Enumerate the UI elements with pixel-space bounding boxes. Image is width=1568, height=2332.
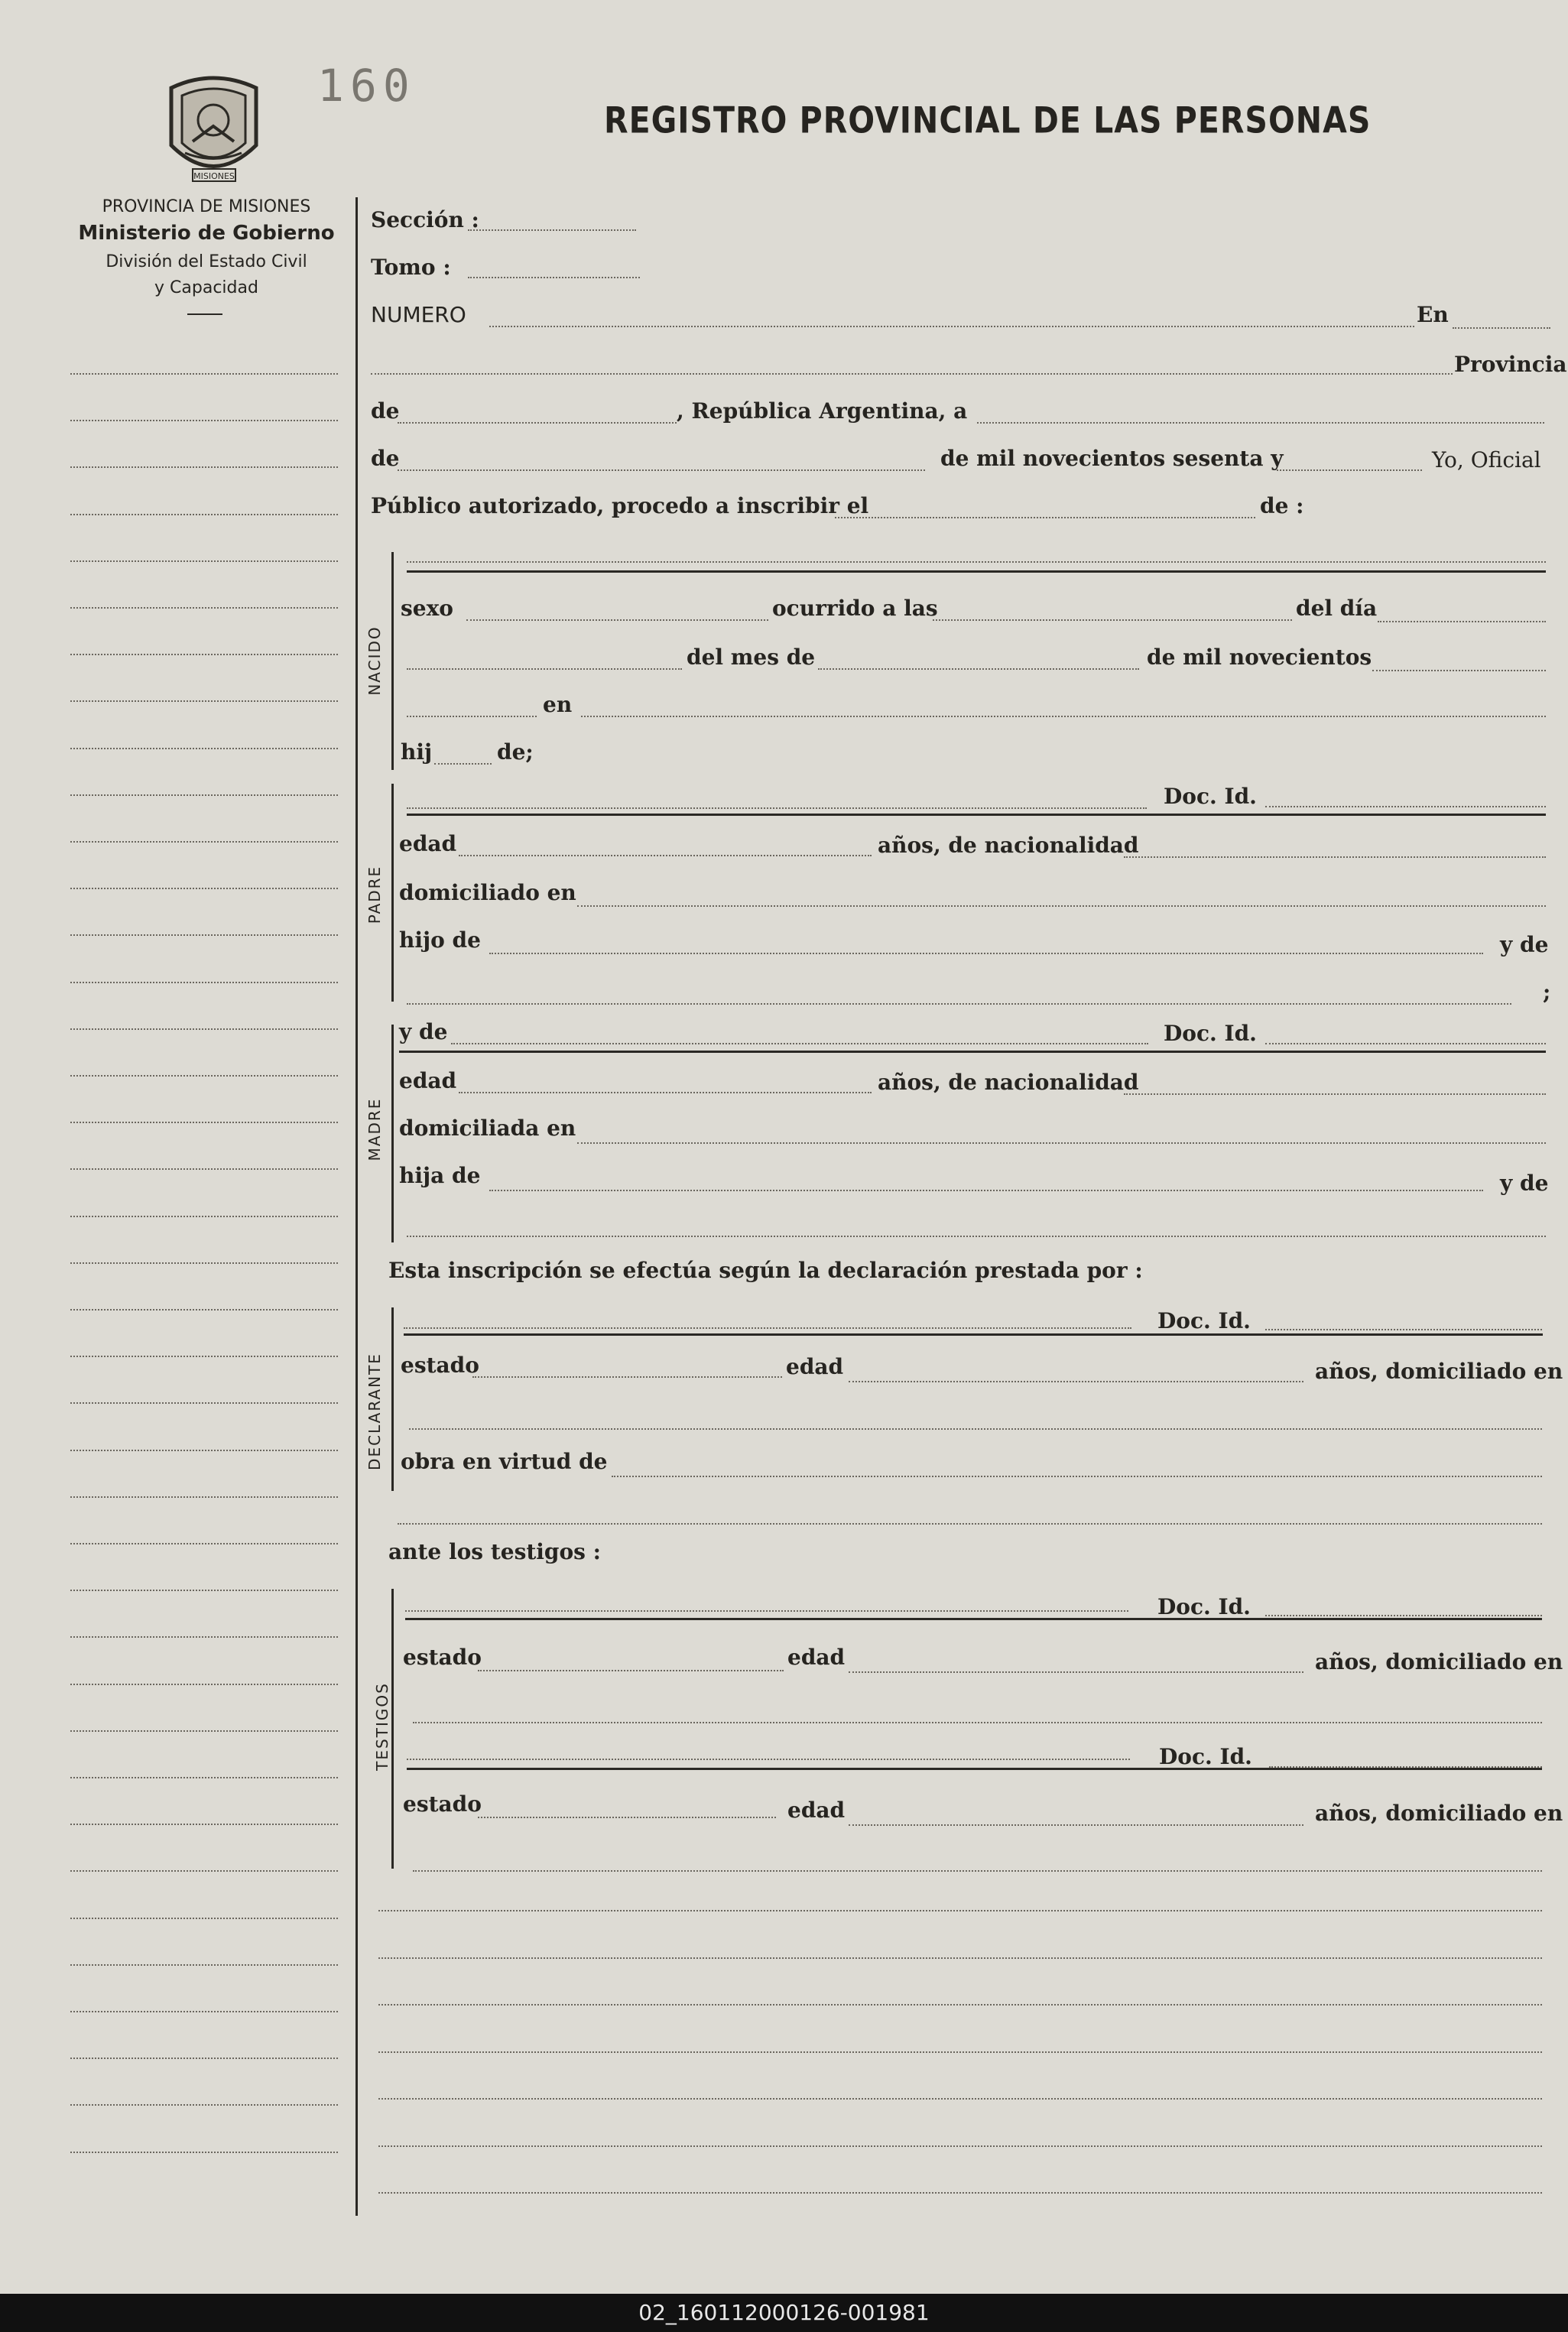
label-declarante-doc: Doc. Id. — [1157, 1308, 1251, 1333]
label-padre-doc: Doc. Id. — [1164, 784, 1257, 809]
dia-cont-field[interactable] — [407, 668, 682, 670]
label-testigo1-edad: edad — [787, 1645, 846, 1670]
padre-y-de-field[interactable] — [407, 1003, 1511, 1005]
margin-note-line[interactable] — [70, 1684, 338, 1685]
label-del-dia: del día — [1296, 596, 1378, 621]
margin-note-line[interactable] — [70, 888, 338, 889]
label-declarante-obra: obra en virtud de — [401, 1449, 608, 1474]
margin-note-line[interactable] — [70, 1777, 338, 1778]
declarante-label: DECLARANTE — [365, 1353, 384, 1470]
declarante-rule — [391, 1307, 394, 1491]
label-en-nac: en — [543, 692, 573, 717]
margin-note-line[interactable] — [70, 2011, 338, 2012]
padre-rule — [391, 784, 394, 1002]
padre-label: PADRE — [365, 865, 384, 924]
margin-note-line[interactable] — [70, 1496, 338, 1498]
coat-of-arms-seal — [162, 73, 265, 187]
label-seccion: Sección : — [371, 207, 479, 232]
declarante-domicilio-field[interactable] — [409, 1428, 1542, 1430]
issuer-line-4: y Capacidad — [154, 278, 258, 297]
margin-note-line[interactable] — [70, 607, 338, 609]
hij-suffix-field[interactable] — [434, 763, 492, 765]
madre-edad-field[interactable] — [459, 1092, 872, 1093]
declarante-doc-field[interactable] — [1265, 1329, 1542, 1330]
padre-hijo-de-field[interactable] — [489, 953, 1483, 954]
label-testigo2-anios: años, domiciliado en — [1315, 1801, 1563, 1826]
label-de-2: de — [371, 446, 400, 471]
margin-note-line[interactable] — [70, 1402, 338, 1404]
margin-note-line[interactable] — [70, 654, 338, 655]
margin-note-line[interactable] — [70, 982, 338, 983]
label-madre-domicilio: domiciliada en — [399, 1116, 576, 1141]
padre-name-field[interactable] — [407, 807, 1147, 809]
madre-rule — [391, 1025, 394, 1242]
anio-cont-field[interactable] — [407, 716, 537, 717]
madre-top-rule — [399, 1051, 1546, 1053]
label-padre-anios: años, de nacionalidad — [878, 833, 1139, 858]
margin-note-line[interactable] — [70, 1964, 338, 1966]
label-ocurrido: ocurrido a las — [772, 596, 938, 621]
label-madre-y-de: y de — [1500, 1171, 1549, 1196]
margin-note-line[interactable] — [70, 1122, 338, 1123]
label-publico: Público autorizado, procedo a inscribir el — [371, 493, 869, 518]
testigo1-edad-field[interactable] — [849, 1671, 1303, 1673]
madre-nacionalidad-field[interactable] — [1124, 1093, 1546, 1095]
declarante-obra-field[interactable] — [612, 1476, 1542, 1477]
nacido-name-field[interactable] — [407, 561, 1546, 563]
label-declarante-edad: edad — [786, 1354, 844, 1379]
nacido-top-rule — [407, 570, 1546, 573]
testigos-rule — [391, 1589, 394, 1869]
main-vertical-rule — [355, 197, 358, 2216]
declarante-name-field[interactable] — [404, 1327, 1131, 1329]
label-tomo: Tomo : — [371, 255, 451, 280]
mes-nac-field[interactable] — [818, 668, 1139, 670]
sexo-field[interactable] — [466, 619, 768, 621]
padre-top-rule — [407, 814, 1546, 816]
hora-field[interactable] — [933, 619, 1292, 621]
label-testigo1-estado: estado — [403, 1645, 482, 1670]
declarante-edad-field[interactable] — [849, 1381, 1303, 1382]
margin-note-line[interactable] — [70, 841, 338, 843]
margin-note-line[interactable] — [70, 2058, 338, 2059]
madre-label: MADRE — [365, 1097, 384, 1161]
testigo2-edad-field[interactable] — [849, 1824, 1303, 1826]
margin-note-line[interactable] — [70, 1216, 338, 1217]
label-de-colon: de : — [1260, 493, 1304, 518]
padre-domicilio-field[interactable] — [577, 905, 1546, 907]
margin-note-line[interactable] — [70, 1918, 338, 1919]
testigo2-estado-field[interactable] — [478, 1817, 776, 1818]
inscribir-field[interactable] — [835, 517, 1255, 518]
label-yo-oficial: Yo, Oficial — [1432, 447, 1541, 473]
observation-line[interactable] — [378, 2145, 1542, 2147]
margin-note-line[interactable] — [70, 1450, 338, 1451]
footer-image-id: 02_160112000126-001981 — [0, 2294, 1568, 2332]
anio-nac-field[interactable] — [1372, 670, 1546, 671]
label-de-semicolon: de; — [497, 739, 534, 765]
margin-note-line[interactable] — [70, 1028, 338, 1030]
seccion-field[interactable] — [468, 229, 636, 231]
margin-note-line[interactable] — [70, 934, 338, 936]
testigo1-top-rule — [405, 1618, 1542, 1620]
dia-field[interactable] — [1378, 621, 1546, 622]
margin-note-line[interactable] — [70, 560, 338, 562]
label-testigo1-doc: Doc. Id. — [1157, 1594, 1251, 1619]
margin-note-line[interactable] — [70, 1075, 338, 1077]
label-sexo: sexo — [401, 596, 453, 621]
issuer-line-3: División del Estado Civil — [106, 252, 307, 271]
madre-y-de-field[interactable] — [407, 1236, 1546, 1237]
label-hij: hij — [401, 739, 433, 765]
observation-line[interactable] — [378, 2098, 1542, 2100]
madre-doc-field[interactable] — [1265, 1043, 1546, 1044]
label-declarante-anios: años, domiciliado en — [1315, 1359, 1563, 1384]
mes-field[interactable] — [398, 469, 925, 471]
madre-name-field[interactable] — [451, 1043, 1148, 1044]
page-number-stamp: 160 — [317, 60, 416, 112]
observation-line[interactable] — [378, 1957, 1542, 1959]
testigo1-doc-field[interactable] — [1265, 1615, 1542, 1616]
margin-note-line[interactable] — [70, 420, 338, 421]
form-title: REGISTRO PROVINCIAL DE LAS PERSONAS — [604, 99, 1372, 142]
margin-note-line[interactable] — [70, 2152, 338, 2153]
label-numero: NUMERO — [371, 302, 466, 327]
lugar-nac-field[interactable] — [581, 716, 1546, 717]
margin-note-line[interactable] — [70, 373, 338, 375]
testigo2-domicilio-field[interactable] — [413, 1870, 1542, 1872]
margin-note-line[interactable] — [70, 1309, 338, 1311]
testigos-label: TESTIGOS — [373, 1682, 391, 1771]
label-testigo2-edad: edad — [787, 1798, 846, 1823]
padre-doc-field[interactable] — [1265, 806, 1546, 807]
nacido-label: NACIDO — [365, 625, 384, 696]
margin-note-line[interactable] — [70, 1636, 338, 1638]
nacido-rule — [391, 552, 394, 770]
declarante-intro: Esta inscripción se efectúa según la declaración prestada por : — [388, 1258, 1143, 1283]
margin-note-line[interactable] — [70, 514, 338, 515]
fecha-field[interactable] — [977, 422, 1544, 424]
label-padre-edad: edad — [399, 831, 457, 856]
label-provincia: Provincia — [1454, 352, 1567, 377]
testigo2-name-field[interactable] — [407, 1759, 1130, 1760]
margin-note-line[interactable] — [70, 794, 338, 796]
label-padre-domicilio: domiciliado en — [399, 880, 576, 905]
label-mil-sesenta: de mil novecientos sesenta y — [940, 446, 1284, 471]
padre-nacionalidad-field[interactable] — [1124, 856, 1546, 858]
anio-field[interactable] — [1277, 469, 1422, 471]
label-del-mes: del mes de — [687, 645, 816, 670]
margin-note-line[interactable] — [70, 466, 338, 468]
margin-note-line[interactable] — [70, 1730, 338, 1732]
observation-line[interactable] — [378, 2192, 1542, 2194]
numero-field[interactable] — [489, 326, 1414, 327]
label-testigo2-doc: Doc. Id. — [1159, 1744, 1252, 1769]
tomo-field[interactable] — [468, 277, 640, 278]
margin-note-line[interactable] — [70, 1262, 338, 1264]
issuer-line-2: Ministerio de Gobierno — [78, 222, 335, 245]
label-madre-y-de-top: y de — [399, 1019, 448, 1044]
declarante-estado-field[interactable] — [472, 1376, 782, 1378]
testigo2-top-rule — [407, 1768, 1542, 1770]
seal-text: MISIONES — [193, 171, 235, 181]
label-mil-novecientos: de mil novecientos — [1147, 645, 1372, 670]
provincia-name-field[interactable] — [371, 373, 1453, 375]
margin-note-line[interactable] — [70, 1590, 338, 1591]
madre-hija-de-field[interactable] — [489, 1190, 1483, 1191]
label-testigo2-estado: estado — [403, 1791, 482, 1817]
label-madre-anios: años, de nacionalidad — [878, 1070, 1139, 1095]
label-madre-hija-de: hija de — [399, 1163, 481, 1188]
margin-note-line[interactable] — [70, 1168, 338, 1170]
margin-note-line[interactable] — [70, 1543, 338, 1544]
margin-note-line[interactable] — [70, 2104, 338, 2106]
observation-line[interactable] — [378, 1910, 1542, 1911]
declarante-extra-field[interactable] — [398, 1523, 1542, 1525]
testigos-intro: ante los testigos : — [388, 1539, 602, 1564]
de-field[interactable] — [398, 422, 677, 424]
label-padre-semicolon: ; — [1543, 979, 1551, 1005]
margin-note-line[interactable] — [70, 1356, 338, 1357]
margin-note-line[interactable] — [70, 1870, 338, 1872]
madre-domicilio-field[interactable] — [577, 1142, 1546, 1144]
padre-edad-field[interactable] — [459, 855, 872, 856]
label-en: En — [1417, 302, 1449, 327]
margin-note-line[interactable] — [70, 748, 338, 749]
observation-line[interactable] — [378, 2051, 1542, 2053]
margin-note-line[interactable] — [70, 700, 338, 702]
label-republica: , República Argentina, a — [677, 398, 968, 424]
label-declarante-estado: estado — [401, 1353, 479, 1378]
label-padre-y-de: y de — [1500, 932, 1549, 957]
observation-line[interactable] — [378, 2004, 1542, 2006]
declarante-top-rule — [404, 1333, 1543, 1336]
testigo1-name-field[interactable] — [405, 1610, 1128, 1612]
margin-note-line[interactable] — [70, 1824, 338, 1825]
label-testigo1-anios: años, domiciliado en — [1315, 1649, 1563, 1674]
en-field[interactable] — [1453, 327, 1550, 329]
label-de: de — [371, 398, 400, 424]
testigo1-estado-field[interactable] — [478, 1670, 784, 1671]
issuer-underline — [187, 313, 222, 315]
issuer-line-1: PROVINCIA DE MISIONES — [102, 197, 311, 216]
label-padre-hijo-de: hijo de — [399, 927, 481, 953]
label-madre-doc: Doc. Id. — [1164, 1021, 1257, 1046]
testigo1-domicilio-field[interactable] — [413, 1722, 1542, 1723]
label-madre-edad: edad — [399, 1068, 457, 1093]
